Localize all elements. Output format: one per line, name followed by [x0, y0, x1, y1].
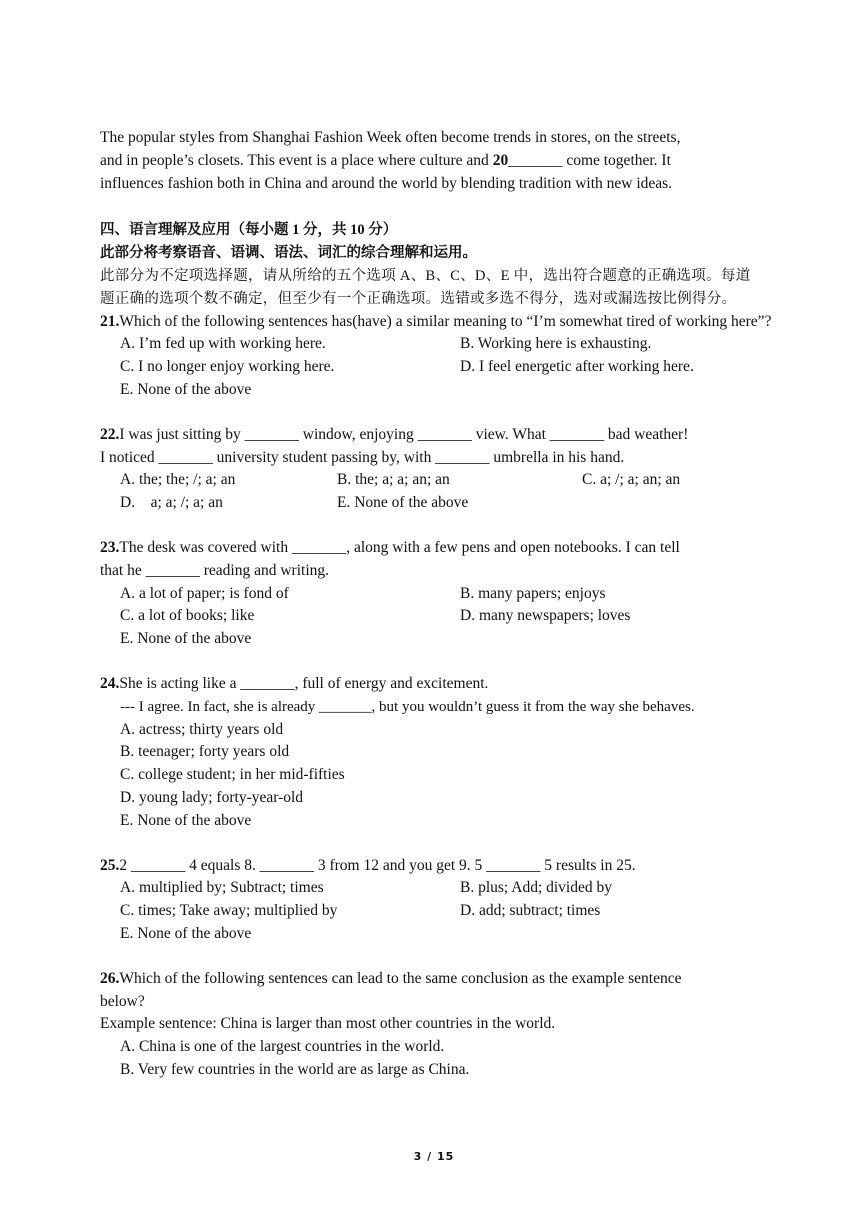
option-c[interactable]: C. I no longer enjoy working here.	[120, 358, 335, 376]
instruction-line: 此部分为不定项选择题，请从所给的五个选项 A、B、C、D、E 中，选出符合题意的正确选项。每道	[100, 267, 751, 284]
option-b[interactable]: B. Very few countries in the world are as large as China.	[120, 1060, 470, 1078]
question-text: The desk was covered with _______, along with a few pens and open notebooks. I can tell	[119, 538, 680, 556]
question-stem	[100, 424, 772, 447]
page-content	[100, 127, 772, 1082]
question-number: 23.	[100, 538, 120, 556]
option-a[interactable]: A. the; the; /; a; an	[120, 471, 236, 489]
question-text: 2 _______ 4 equals 8. _______ 3 from 12 and you get 9. 5 _______ 5 results in 25.	[119, 856, 636, 874]
question-stem	[100, 673, 772, 696]
question-25	[100, 855, 772, 946]
option-d[interactable]: D. many newspapers; loves	[460, 607, 631, 625]
options	[100, 333, 772, 379]
instruction-line: 题正确的选项个数不确定，但至少有一个正确选项。选错或多选不得分，选对或漏选按比例得分。	[100, 290, 737, 307]
question-stem	[100, 311, 772, 334]
question-text: She is acting like a _______, full of energy and excitement.	[119, 674, 489, 692]
option-b[interactable]: B. plus; Add; divided by	[460, 879, 612, 897]
option-a[interactable]: A. China is one of the largest countries in the world.	[120, 1038, 445, 1056]
option-c[interactable]: C. times; Take away; multiplied by	[120, 902, 338, 920]
option-e[interactable]: E. None of the above	[120, 924, 252, 942]
question-21	[100, 311, 772, 402]
question-number: 26.	[100, 969, 120, 987]
option-a[interactable]: A. multiplied by; Subtract; times	[120, 879, 324, 897]
question-24	[100, 673, 772, 833]
option-a[interactable]: A. I’m fed up with working here.	[120, 335, 326, 353]
option-b[interactable]: B. teenager; forty years old	[120, 743, 290, 761]
section-instructions	[100, 265, 772, 311]
option-b[interactable]: B. the; a; a; an; an	[337, 471, 450, 489]
question-number: 24.	[100, 674, 120, 692]
option-e[interactable]: E. None of the above	[120, 630, 252, 648]
question-number: 22.	[100, 425, 120, 443]
option-a[interactable]: A. a lot of paper; is fond of	[120, 584, 289, 602]
passage-line: influences fashion both in China and around the world by blending tradition with new ideas.	[100, 174, 673, 192]
example-sentence: Example sentence: China is larger than most other countries in the world.	[100, 1015, 556, 1033]
question-number: 21.	[100, 312, 120, 330]
option-e[interactable]: E. None of the above	[120, 380, 252, 398]
question-text: I was just sitting by _______ window, enjoying _______ view. What _______ bad weather!	[119, 425, 689, 443]
question-text-line: I noticed _______ university student passing by, with _______ umbrella in his hand.	[100, 448, 625, 466]
question-stem	[100, 968, 772, 991]
option-d[interactable]: D. young lady; forty-year-old	[120, 788, 304, 806]
question-stem	[100, 537, 772, 560]
option-d[interactable]: D. a; a; /; a; an	[120, 494, 223, 512]
passage-text: _______ come together. It	[508, 151, 671, 169]
option-d[interactable]: D. I feel energetic after working here.	[460, 358, 694, 376]
option-c[interactable]: C. a lot of books; like	[120, 607, 255, 625]
option-b[interactable]: B. Working here is exhausting.	[460, 335, 652, 353]
question-text-line: below?	[100, 992, 145, 1010]
question-23	[100, 537, 772, 651]
option-e[interactable]: E. None of the above	[120, 811, 252, 829]
passage-line: The popular styles from Shanghai Fashion Week often become trends in stores, on the streets,	[100, 129, 681, 146]
blank-number: 20	[492, 151, 509, 169]
passage-text: and in people’s closets. This event is a place where culture and	[100, 151, 493, 169]
option-b[interactable]: B. many papers; enjoys	[460, 584, 606, 602]
passage-paragraph	[100, 127, 772, 195]
options	[100, 583, 772, 629]
question-text: Which of the following sentences has(have) a similar meaning to “I’m somewhat tired of working here”?	[119, 312, 772, 330]
option-c[interactable]: C. a; /; a; an; an	[582, 471, 681, 489]
options	[100, 877, 772, 923]
option-d[interactable]: D. add; subtract; times	[460, 902, 601, 920]
section-title: 四、语言理解及应用（每小题 1 分，共 10 分）	[100, 222, 398, 239]
options	[100, 469, 772, 515]
option-a[interactable]: A. actress; thirty years old	[120, 720, 284, 738]
question-number: 25.	[100, 856, 120, 874]
question-22	[100, 424, 772, 515]
question-text: Which of the following sentences can lead to the same conclusion as the example sentence	[119, 969, 682, 987]
section-subtitle: 此部分将考察语音、语调、语法、词汇的综合理解和运用。	[100, 245, 477, 262]
question-text-line: that he _______ reading and writing.	[100, 561, 330, 579]
passage-line	[100, 150, 772, 173]
question-text-line: --- I agree. In fact, she is already _______, but you wouldn’t guess it from the way she behaves.	[120, 698, 695, 715]
question-stem	[100, 855, 772, 878]
option-c[interactable]: C. college student; in her mid-fifties	[120, 766, 345, 784]
question-26	[100, 968, 772, 1082]
page-number: 3 / 15	[413, 1150, 455, 1163]
option-e[interactable]: E. None of the above	[337, 494, 469, 512]
